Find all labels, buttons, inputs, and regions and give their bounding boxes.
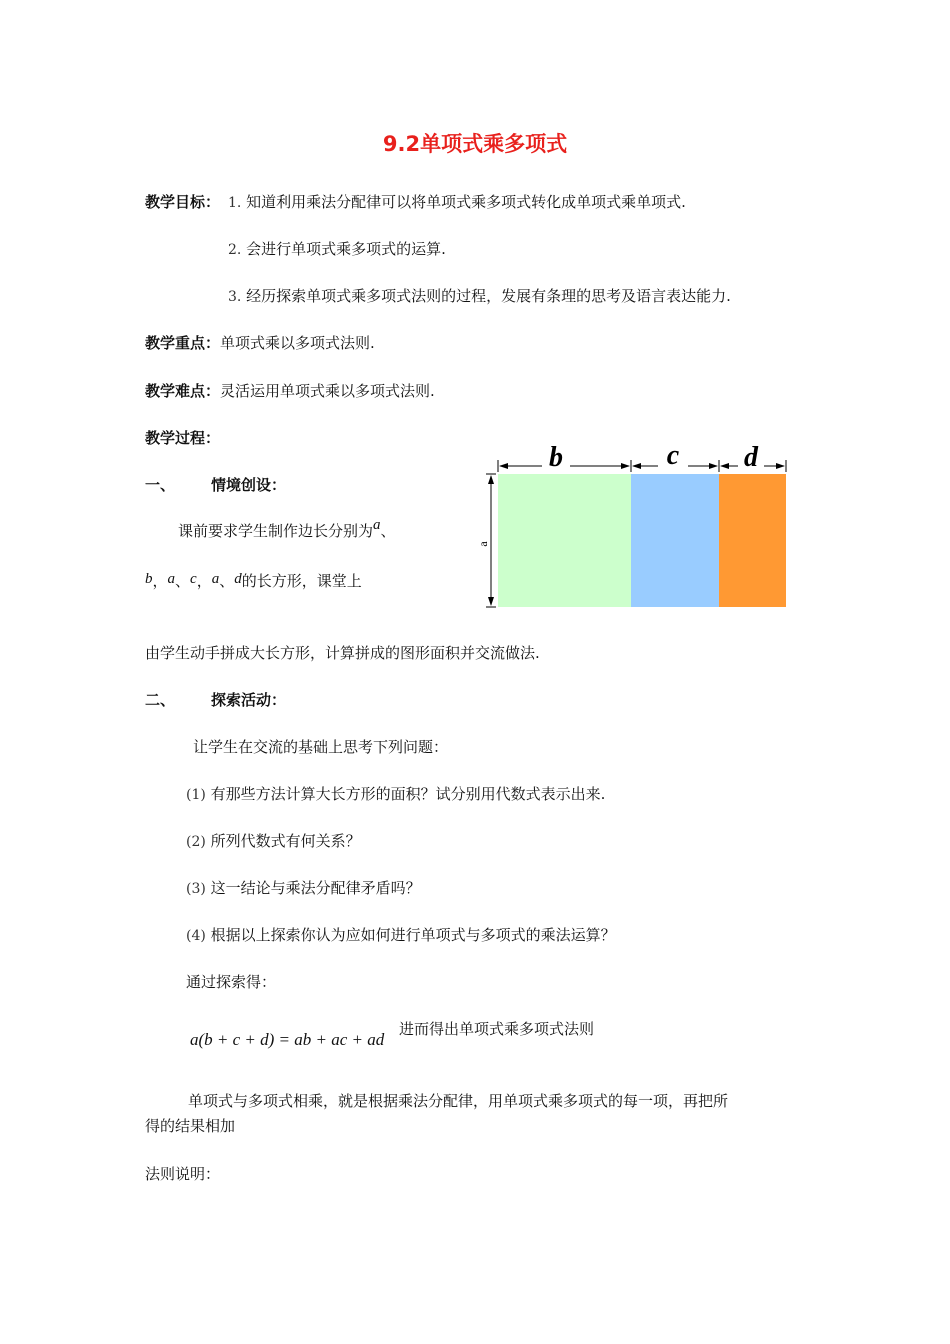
section1-text: 的长方形，课堂上 <box>241 572 362 590</box>
label-c: c <box>666 440 680 471</box>
page-title: 9.2单项式乘多项式 <box>382 132 568 156</box>
section1-line2 <box>145 570 362 591</box>
rect-c <box>631 474 719 607</box>
arrowhead <box>499 463 508 469</box>
separator: ， <box>196 572 212 590</box>
question-1 <box>186 783 605 804</box>
explain-label: 法则说明： <box>145 1165 221 1183</box>
objective-item-1 <box>228 191 686 212</box>
question-number: (4) <box>186 928 206 944</box>
question-3 <box>186 877 421 898</box>
question-number: (3) <box>186 881 206 897</box>
question-4 <box>186 924 616 945</box>
question-text: 这一结论与乘法分配律矛盾吗？ <box>210 879 421 897</box>
var-a: a <box>211 571 220 587</box>
objective-number: 1. <box>228 195 242 211</box>
arrowhead <box>621 463 630 469</box>
section1-title: 情境创设： <box>211 476 287 494</box>
separator: ， <box>152 572 168 590</box>
objective-number: 2. <box>228 242 242 258</box>
arrowhead <box>632 463 641 469</box>
key-point-text: 单项式乘以多项式法则. <box>220 334 375 352</box>
arrowhead <box>776 463 785 469</box>
difficulty <box>145 380 435 401</box>
key-point-label: 教学重点： <box>145 334 221 352</box>
var-d: d <box>234 571 242 587</box>
section1-text: 课前要求学生制作边长分别为 <box>178 522 374 540</box>
section1-line1 <box>178 517 396 541</box>
separator: 、 <box>175 572 191 590</box>
objectives-label: 教学目标： <box>145 193 221 211</box>
arrowhead <box>709 463 718 469</box>
rect-b <box>498 474 631 607</box>
separator: 、 <box>380 522 396 540</box>
difficulty-label: 教学难点： <box>145 382 221 400</box>
objective-item-2 <box>228 238 446 259</box>
key-point <box>145 332 375 353</box>
objective-text: 知道利用乘法分配律可以将单项式乘多项式转化成单项式乘单项式. <box>246 193 686 211</box>
var-c: c <box>190 571 197 587</box>
rule-paragraph <box>145 1089 815 1139</box>
question-text: 根据以上探索你认为应如何进行单项式与多项式的乘法运算？ <box>210 926 616 944</box>
question-number: (2) <box>186 834 206 850</box>
formula-display: a(b + c + d) = ab + ac + ad <box>190 1030 385 1049</box>
question-number: (1) <box>186 787 206 803</box>
rectangle-diagram <box>476 440 790 612</box>
label-d: d <box>744 442 758 473</box>
var-a: a <box>167 571 176 587</box>
objective-item-3 <box>228 285 731 306</box>
difficulty-text: 灵活运用单项式乘以多项式法则. <box>220 382 435 400</box>
rule-line-2: 得的结果相加 <box>145 1117 236 1135</box>
arrowhead <box>720 463 729 469</box>
question-text: 有那些方法计算大长方形的面积？试分别用代数式表示出来. <box>210 785 606 803</box>
label-a: a <box>476 541 490 547</box>
objective-text: 经历探索单项式乘多项式法则的过程，发展有条理的思考及语言表达能力. <box>246 287 731 305</box>
objective-number: 3. <box>228 289 242 305</box>
var-a: a <box>373 517 381 533</box>
section2-intro: 让学生在交流的基础上思考下列问题： <box>193 738 449 756</box>
var-b: b <box>145 571 153 587</box>
objective-text: 会进行单项式乘多项式的运算. <box>246 240 446 258</box>
label-b: b <box>549 442 563 473</box>
question-text: 所列代数式有何关系？ <box>210 832 361 850</box>
result-intro: 通过探索得： <box>186 973 277 991</box>
section2-title: 探索活动： <box>211 691 287 709</box>
section2-number: 二、 <box>145 691 176 709</box>
separator: 、 <box>219 572 235 590</box>
question-2 <box>186 830 361 851</box>
arrowhead <box>488 475 494 484</box>
section1-line3: 由学生动手拼成大长方形，计算拼成的图形面积并交流做法. <box>145 644 540 662</box>
process-label: 教学过程： <box>145 429 221 447</box>
rule-line-1: 单项式与多项式相乘，就是根据乘法分配律，用单项式乘多项式的每一项，再把所 <box>188 1092 729 1110</box>
rect-d <box>719 474 786 607</box>
section1-number: 一、 <box>145 476 176 494</box>
arrowhead <box>488 597 494 606</box>
formula-suffix: 进而得出单项式乘多项式法则 <box>399 1020 595 1038</box>
